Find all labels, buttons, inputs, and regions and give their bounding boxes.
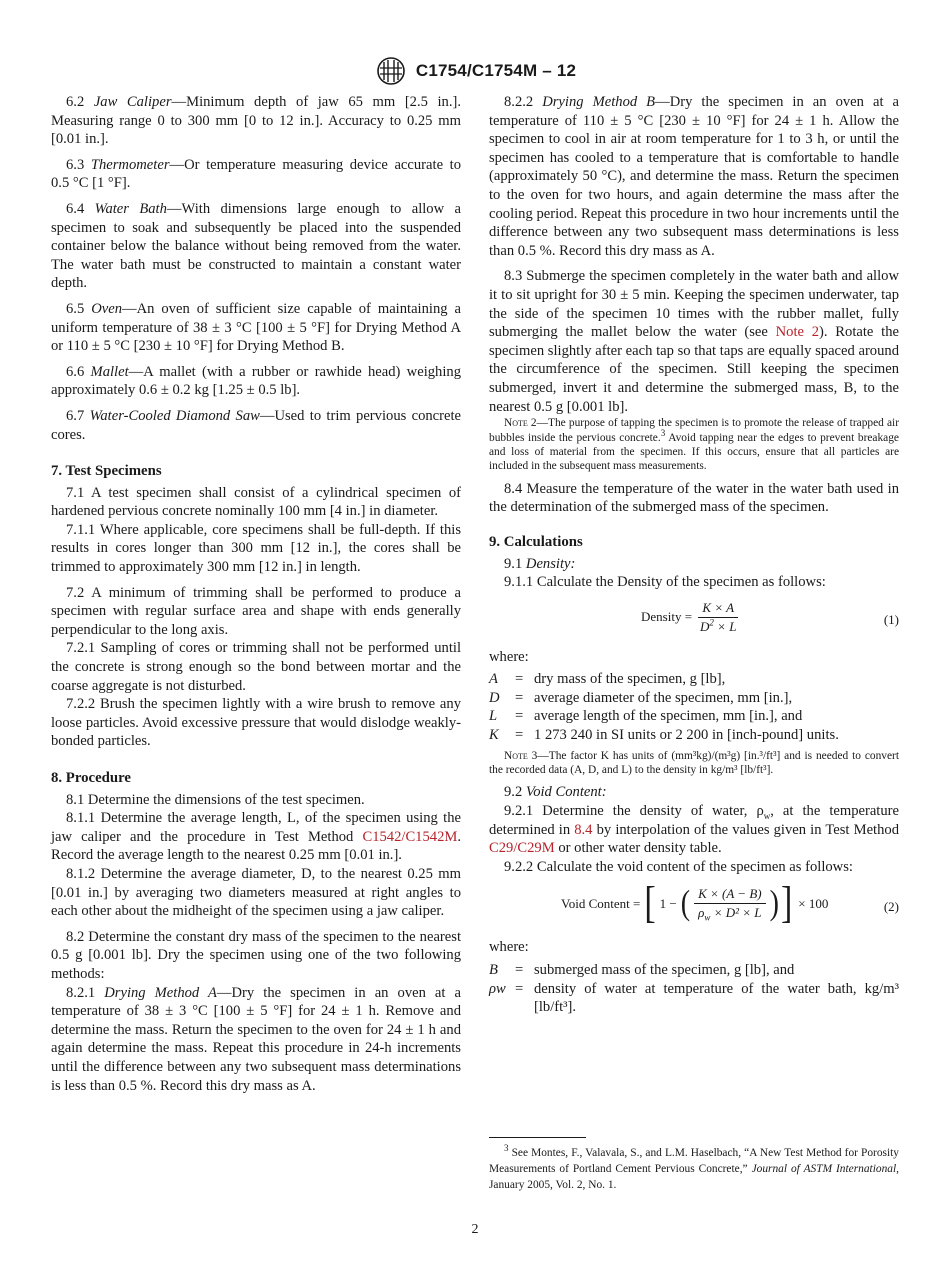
section-6-5: 6.5 Oven—An oven of sufficient size capable of maintaining a uniform temperature of 38 ± 3 °C [100 ± 5 °F] for Drying Method A or 110 ± 5 °C [230 ± 10 °F] for Drying Method B.: [51, 300, 461, 355]
definition-text: dry mass of the specimen, g [lb],: [534, 671, 726, 688]
section-8-2: 8.2 Determine the constant dry mass of the specimen to the nearest 0.5 g [0.001 lb]. Dry the specimen using one of the two following methods:: [51, 928, 461, 982]
section-6-2: 6.2 Jaw Caliper—Minimum depth of jaw 65 mm [2.5 in.]. Measuring range 0 to 300 mm [0 to 12 in.]. Accuracy to 0.25 mm [0.01 in.].: [51, 94, 461, 148]
section-9-2-2: 9.2.2 Calculate the void content of the specimen as follows:: [504, 858, 853, 875]
astm-logo-icon: [374, 56, 408, 86]
eq2-fraction: $\frac{K \times (A - B)}{\rho_w \times D^2 \times L}$: [694, 886, 766, 921]
definition-text: average diameter of the specimen, mm [in.],: [534, 689, 793, 706]
section-8-3: 8.3 Submerge the specimen completely in the water bath and allow it to sit upright for 30 ± 5 min. Keeping the specimen underwater, tap the side of the specimen 10 times with the rubber mallet, fully submerging the mallet below the water (see Note 2). Rotate the specimen slightly after each tap so that taps are equally spaced around the circumference of the specimen. Still keeping the specimen submerged, invert it and determine the submerged mass, B, to the nearest 0.5 g [0.001 lb].: [489, 268, 899, 415]
definition-equals: =: [515, 671, 524, 688]
equation-2: Void Content = [ 1 − ( $\frac{K \times (A - B)}{\rho_w \times D^2 \times L}$ ) ] × 100 (2): [561, 879, 899, 928]
definition-symbol: A: [489, 671, 498, 688]
section-6-3: 6.3 Thermometer—Or temperature measuring device accurate to 0.5 °C [1 °F].: [51, 156, 461, 192]
section-8-1-2: 8.1.2 Determine the average diameter, D, to the nearest 0.25 mm [0.01 in.] by averaging two diameters measured at right angles to each other about the midheight of the specimen using a jaw caliper.: [51, 865, 461, 920]
equation-1: [489, 598, 899, 642]
section-9-1: 9.1 Density:: [504, 555, 576, 572]
section-9-1-1: 9.1.1 Calculate the Density of the specimen as follows:: [504, 574, 826, 591]
section-8-1-1: 8.1.1 Determine the average length, L, of the specimen using the jaw caliper and the procedure in Test Method C1542/C1542M. Record the average length to the nearest 0.25 mm [0.01 in.].: [51, 810, 461, 864]
link-8-4[interactable]: 8.4: [574, 821, 593, 838]
definition-equals: =: [515, 962, 524, 979]
section-7-1: 7.1 A test specimen shall consist of a cylindrical specimen of hardened pervious concrete nominally 100 mm [4 in.] in diameter.: [51, 484, 461, 520]
heading-test-specimens: 7. Test Specimens: [51, 463, 162, 480]
definition-text: average length of the specimen, mm [in.], and: [534, 708, 803, 725]
section-7-2: 7.2 A minimum of trimming shall be performed to produce a specimen with regular surface area and shape with ends generally perpendicular to the long axis.: [51, 584, 461, 638]
variable-definitions-1: [489, 670, 899, 744]
section-9-2: 9.2 Void Content:: [504, 784, 607, 801]
section-9-2-1: 9.2.1 Determine the density of water, $\rho_w$, at the temperature determined in 8.4 by interpolation of the values given in Test Method C29/C29M or other water density table.: [489, 803, 899, 857]
eq1-number: (1): [883, 611, 899, 627]
definition-row: [489, 689, 899, 708]
section-6-4: 6.4 Water Bath—With dimensions large enough to allow a specimen to soak and subsequently be placed into the suspended container below the balance without being removed from the water. The water bath must be constructed to maintain a constant water depth.: [51, 200, 461, 292]
section-7-1-1: 7.1.1 Where applicable, core specimens shall be full-depth. If this results in cores longer than 300 mm [12 in.], the cores shall be trimmed to approximately 300 mm [12 in.] in length.: [51, 521, 461, 576]
where-label-2: where:: [489, 939, 529, 956]
heading-procedure: 8. Procedure: [51, 770, 131, 786]
section-6-7: 6.7 Water-Cooled Diamond Saw—Used to trim pervious concrete cores.: [51, 407, 462, 443]
eq1-fraction: $\frac{K \times A}{D^2 \times L}$: [700, 599, 737, 634]
definition-row: [489, 726, 899, 745]
footnote-3: $^3$ See Montes, F., Valavala, S., and L.M. Haselbach, “A New Test Method for Porosity Measurements of Portland Cement Pervious Concrete,” Journal of ASTM International, January 2005, Vol. 2, No. 1.: [489, 1143, 899, 1191]
eq2-label: Void Content =: [561, 895, 641, 911]
document-designation: C1754/C1754M – 12: [415, 60, 577, 80]
link-note-2[interactable]: Note 2: [775, 324, 820, 341]
definition-row: [489, 670, 899, 689]
section-8-2-2: 8.2.2 Drying Method B—Dry the specimen in an oven at a temperature of 110 ± 5 °C [230 ± 10 °F] for 24 ± 1 h. Allow the specimen to cool in air at room temperature for 1 to 3 h, or until the specimen has cooled to a temperature that is comfortable to handle (approximately 50 °C), and determine the mass. Return the specimen to the oven for two hours, and again determine the mass after the cooling period. Repeat this procedure in two hour increments until the difference between any two subsequent mass determinations is less than 0.5 %. Record this dry mass as A.: [489, 94, 899, 259]
definition-text: 1 273 240 in SI units or 2 200 in [inch-pound] units.: [534, 727, 839, 744]
definition-text: density of water at temperature of the water bath, kg/m³ [lb/ft³].: [534, 980, 899, 1016]
section-7-2-2: 7.2.2 Brush the specimen lightly with a wire brush to remove any loose particles. Avoid excessive pressure that would dislodge weakly-bonded particles.: [51, 696, 461, 750]
definition-text: submerged mass of the specimen, g [lb], and: [534, 962, 795, 979]
heading-calculations: 9. Calculations: [489, 533, 583, 550]
eq1-label: Density =: [641, 608, 693, 624]
definition-symbol: B: [489, 962, 498, 979]
left-column: [51, 93, 461, 1102]
section-7-2-1: 7.2.1 Sampling of cores or trimming shall not be performed until the concrete is strong enough so the bond between mortar and the coarse aggregate is not disturbed.: [51, 640, 461, 694]
footnote-rule: [489, 1137, 586, 1138]
page-header: [0, 55, 950, 87]
definition-row: [489, 961, 899, 980]
definition-symbol: K: [489, 727, 499, 744]
definition-symbol: L: [489, 708, 498, 725]
section-8-2-1: 8.2.1 Drying Method A—Dry the specimen in an oven at a temperature of 38 ± 3 °C [100 ± 5 °F] for 24 ± 1 h. Remove and determine the mass. Return the specimen to the oven for 24 ± 1 h and again determine the mass. Repeat this procedure in 24-h increments until the difference between any two subsequent mass determinations is less than 0.5 %. Record this dry mass as A.: [51, 984, 461, 1094]
link-c29[interactable]: C29/C29M: [489, 840, 555, 857]
definition-symbol: ρw: [489, 980, 506, 997]
definition-equals: =: [515, 708, 524, 725]
definition-row: [489, 707, 899, 726]
definition-equals: =: [515, 727, 524, 744]
page-number: 2: [471, 1222, 479, 1237]
note-3: Note 3—The factor K has units of (mm³kg)/(m³g) [in.³/ft³] and is needed to convert the recorded data (A, D, and L) to the density in kg/m³ [lb/ft³].: [489, 749, 899, 777]
definition-symbol: D: [489, 689, 500, 706]
eq2-number: (2): [883, 899, 899, 915]
where-label-1: where:: [489, 648, 529, 665]
right-column: [489, 93, 899, 1021]
variable-definitions-2: [489, 961, 899, 1017]
section-6-6: 6.6 Mallet—A mallet (with a rubber or rawhide head) weighing approximately 0.6 ± 0.2 kg [1.25 ± 0.5 lb].: [51, 363, 461, 399]
definition-equals: =: [515, 689, 524, 706]
section-8-1: 8.1 Determine the dimensions of the test specimen.: [66, 791, 365, 808]
note-2: Note 2—The purpose of tapping the specimen is to promote the release of trapped air bubbles inside the pervious concrete.$^3$ Avoid tapping near the edges to prevent breakage and loss of material from the specimen. If this occurs, ensure that all particles are included in the subsequent mass measurements.: [489, 417, 900, 473]
link-c1542[interactable]: C1542/C1542M: [362, 828, 458, 845]
section-8-4: 8.4 Measure the temperature of the water in the water bath used in the determination of the submerged mass of the specimen.: [489, 480, 899, 516]
definition-row: [489, 980, 899, 1017]
definition-equals: =: [515, 980, 524, 997]
